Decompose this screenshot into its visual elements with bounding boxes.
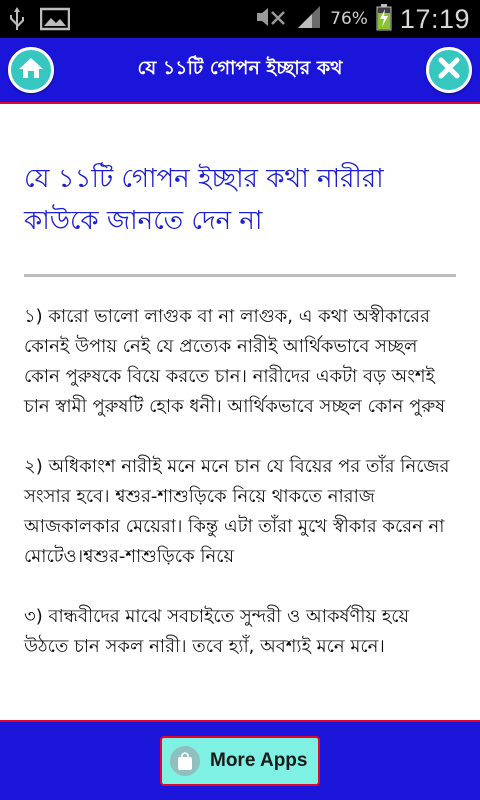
usb-icon: [8, 6, 26, 36]
article-content[interactable]: [0, 106, 480, 720]
mute-icon: [254, 4, 288, 34]
signal-icon: [296, 4, 322, 34]
app-header: [0, 38, 480, 104]
bottom-bar: [0, 720, 480, 800]
status-right-icons: [254, 0, 470, 38]
home-icon: [18, 56, 44, 84]
more-apps-label: More Apps: [210, 750, 308, 771]
status-left-icons: [8, 6, 70, 36]
image-icon: [40, 6, 70, 36]
header-title: যে ১১টি গোপন ইচ্ছার কথ: [137, 57, 343, 79]
battery-percent: 76%: [330, 9, 368, 29]
article-title: যে ১১টি গোপন ইচ্ছার কথা নারীরা কাউকে জানতে দেন না: [24, 164, 384, 236]
divider: [24, 274, 456, 277]
clock: 17:19: [399, 3, 470, 34]
shopping-bag-icon: [170, 746, 200, 776]
paragraph-1: ১) কারো ভালো লাগুক বা না লাগুক, এ কথা অস্বীকারের কোনই উপায় নেই যে প্রত্যেক নারীই আর্থিকভাবে সচ্ছল কোন পুরুষকে বিয়ে করতে চান। নারীদের একটা বড় অংশই চান স্বামী পুরুষটি হোক ধনী। আর্থিকভাবে সচ্ছল কোন পুরুষ: [24, 306, 446, 417]
battery-charging-icon: [376, 3, 392, 35]
close-icon: [437, 56, 461, 84]
close-button[interactable]: [426, 47, 472, 93]
home-button[interactable]: [8, 47, 54, 93]
paragraph-3: ৩) বান্ধবীদের মাঝে সবচাইতে সুন্দরী ও আকর্ষণীয় হয়ে উঠতে চান সকল নারী। তবে হ্যাঁ, অবশ্যই মনে মনে।: [24, 606, 410, 657]
paragraph-2: ২) অধিকাংশ নারীই মনে মনে চান যে বিয়ের পর তাঁর নিজের সংসার হবে। শ্বশুর-শাশুড়িকে নিয়ে থাকতে নারাজ আজকালকার মেয়েরা। কিন্তু এটা তাঁরা মুখে স্বীকার করেন না মোটেও।শ্বশুর-শাশুড়িকে নিয়ে: [24, 456, 450, 567]
more-apps-button[interactable]: [160, 736, 320, 786]
article-body: [24, 302, 458, 692]
status-bar: [0, 0, 480, 38]
